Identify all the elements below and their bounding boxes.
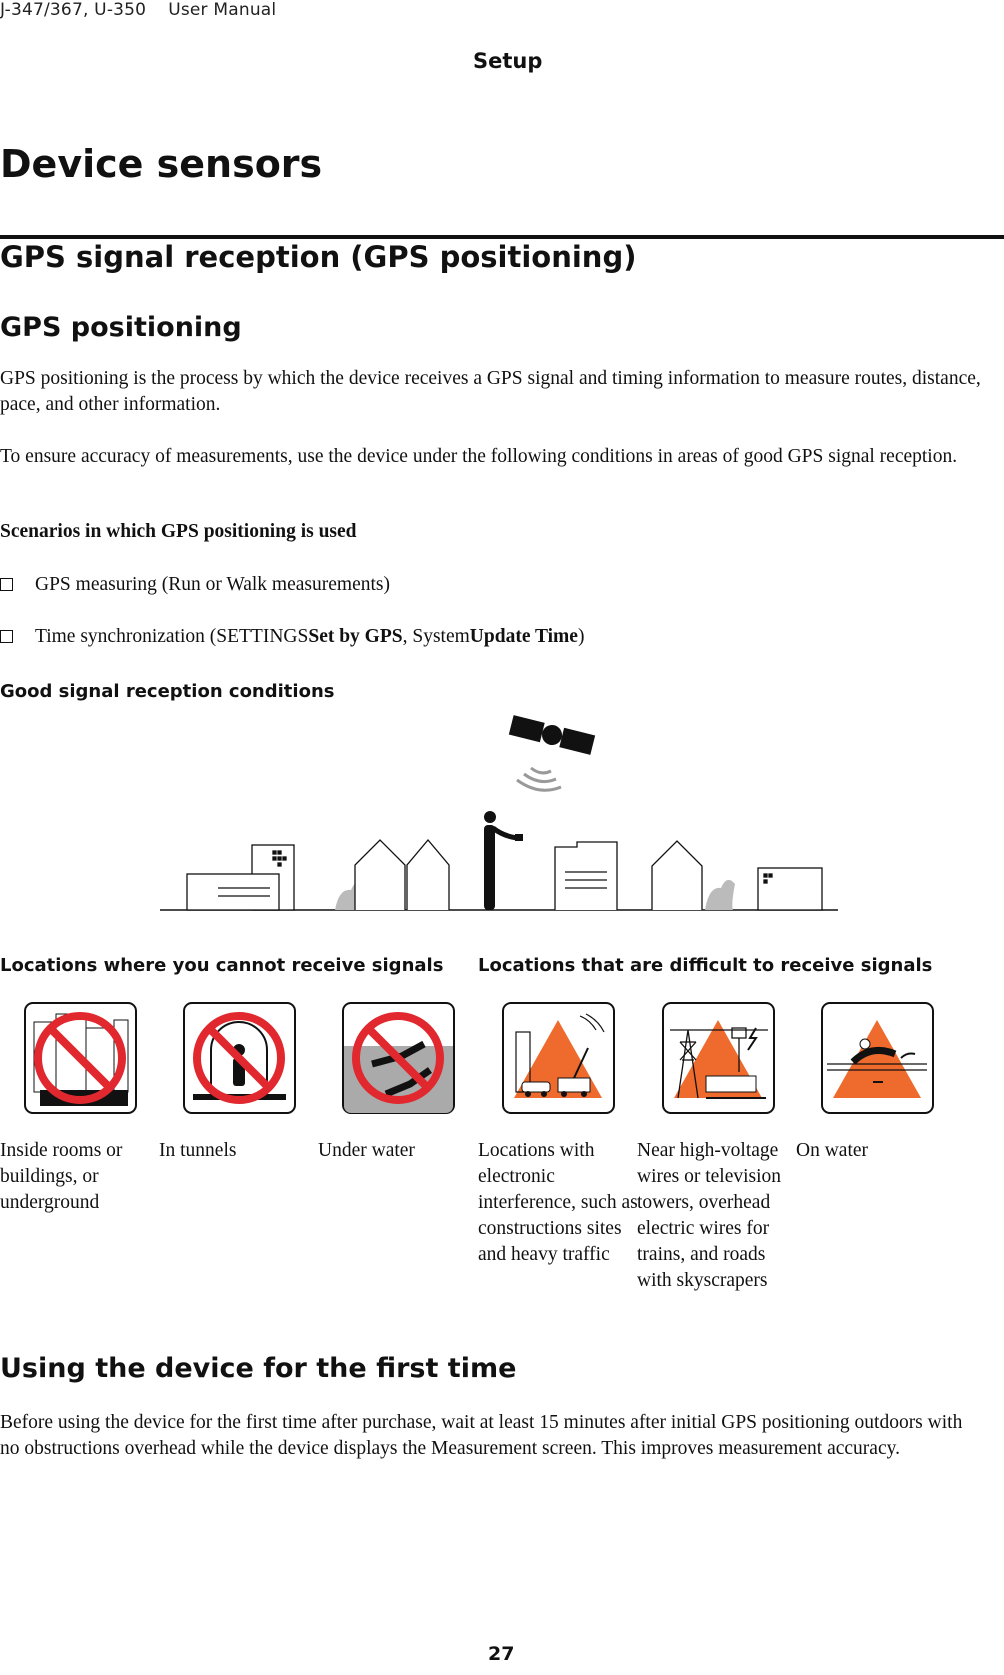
doc-type-label: User Manual <box>168 0 277 20</box>
tree-icon <box>705 880 735 910</box>
checkbox-bullet-icon <box>0 578 13 591</box>
office-building-icon <box>555 842 617 910</box>
gps-positioning-heading: GPS positioning <box>0 312 242 343</box>
scenario-item-2-text: Time synchronization (SETTINGS <box>35 626 309 647</box>
set-by-gps-label: Set by GPS <box>308 626 403 647</box>
good-reception-illustration <box>160 700 850 915</box>
section-name: Setup <box>473 49 543 73</box>
title-rule <box>0 235 1004 239</box>
tunnel-prohibited-icon <box>183 1002 296 1114</box>
indoors-prohibited-icon <box>24 1002 137 1114</box>
interference-warning-icon <box>502 1002 615 1114</box>
high-voltage-warning-icon <box>662 1002 775 1114</box>
page-title: Device sensors <box>0 142 323 186</box>
first-time-paragraph: Before using the device for the first time after purchase, wait at least 15 minutes after initial GPS positioning outdoors with no obstructions overhead while the device displays the Measurement screen. This improves measurement accuracy. <box>0 1412 963 1459</box>
checkbox-bullet-icon <box>0 630 13 643</box>
scenario-item-2-suffix: ) <box>577 626 585 647</box>
scenario-item-1 <box>0 574 390 596</box>
house-icon <box>355 840 449 910</box>
building-icon <box>758 868 822 910</box>
difficult-receive-heading: Locations that are difficult to receive signals <box>478 955 933 976</box>
satellite-icon <box>509 715 595 755</box>
on-water-warning-icon <box>821 1002 934 1114</box>
section-heading: GPS signal reception (GPS positioning) <box>0 240 637 274</box>
caption-interference: Locations with electronic interference, such as constructions sites and heavy traffic <box>478 1140 638 1265</box>
caption-underwater: Under water <box>318 1140 415 1161</box>
caption-high-voltage: Near high-voltage wires or television towers, overhead electric wires for trains, and roads with skyscrapers <box>637 1140 782 1291</box>
person-icon <box>484 811 523 910</box>
scenario-item-1-text: GPS measuring (Run or Walk measurements) <box>35 574 390 595</box>
scenario-item-2-mid: , System <box>402 626 470 647</box>
update-time-label: Update Time <box>469 626 578 647</box>
gps-positioning-paragraph-2: To ensure accuracy of measurements, use the device under the following conditions in areas of good GPS signal reception. <box>0 446 958 467</box>
scenarios-heading: Scenarios in which GPS positioning is used <box>0 521 357 542</box>
cannot-receive-heading: Locations where you cannot receive signals <box>0 955 444 976</box>
scenario-item-2 <box>0 626 584 648</box>
model-label: J-347/367, U-350 <box>0 0 147 20</box>
building-icon <box>187 845 294 910</box>
gps-positioning-paragraph-1: GPS positioning is the process by which the device receives a GPS signal and timing information to measure routes, distance, pace, and other information. <box>0 368 981 415</box>
page-number: 27 <box>488 1643 515 1665</box>
signal-waves-icon <box>517 768 561 790</box>
underwater-prohibited-icon <box>342 1002 455 1114</box>
house-icon <box>652 841 702 910</box>
caption-on-water: On water <box>796 1140 869 1161</box>
caption-indoors: Inside rooms or buildings, or underground <box>0 1140 123 1213</box>
first-time-heading: Using the device for the first time <box>0 1353 517 1384</box>
caption-tunnels: In tunnels <box>159 1140 237 1161</box>
running-header <box>0 0 276 20</box>
good-reception-heading: Good signal reception conditions <box>0 681 335 702</box>
